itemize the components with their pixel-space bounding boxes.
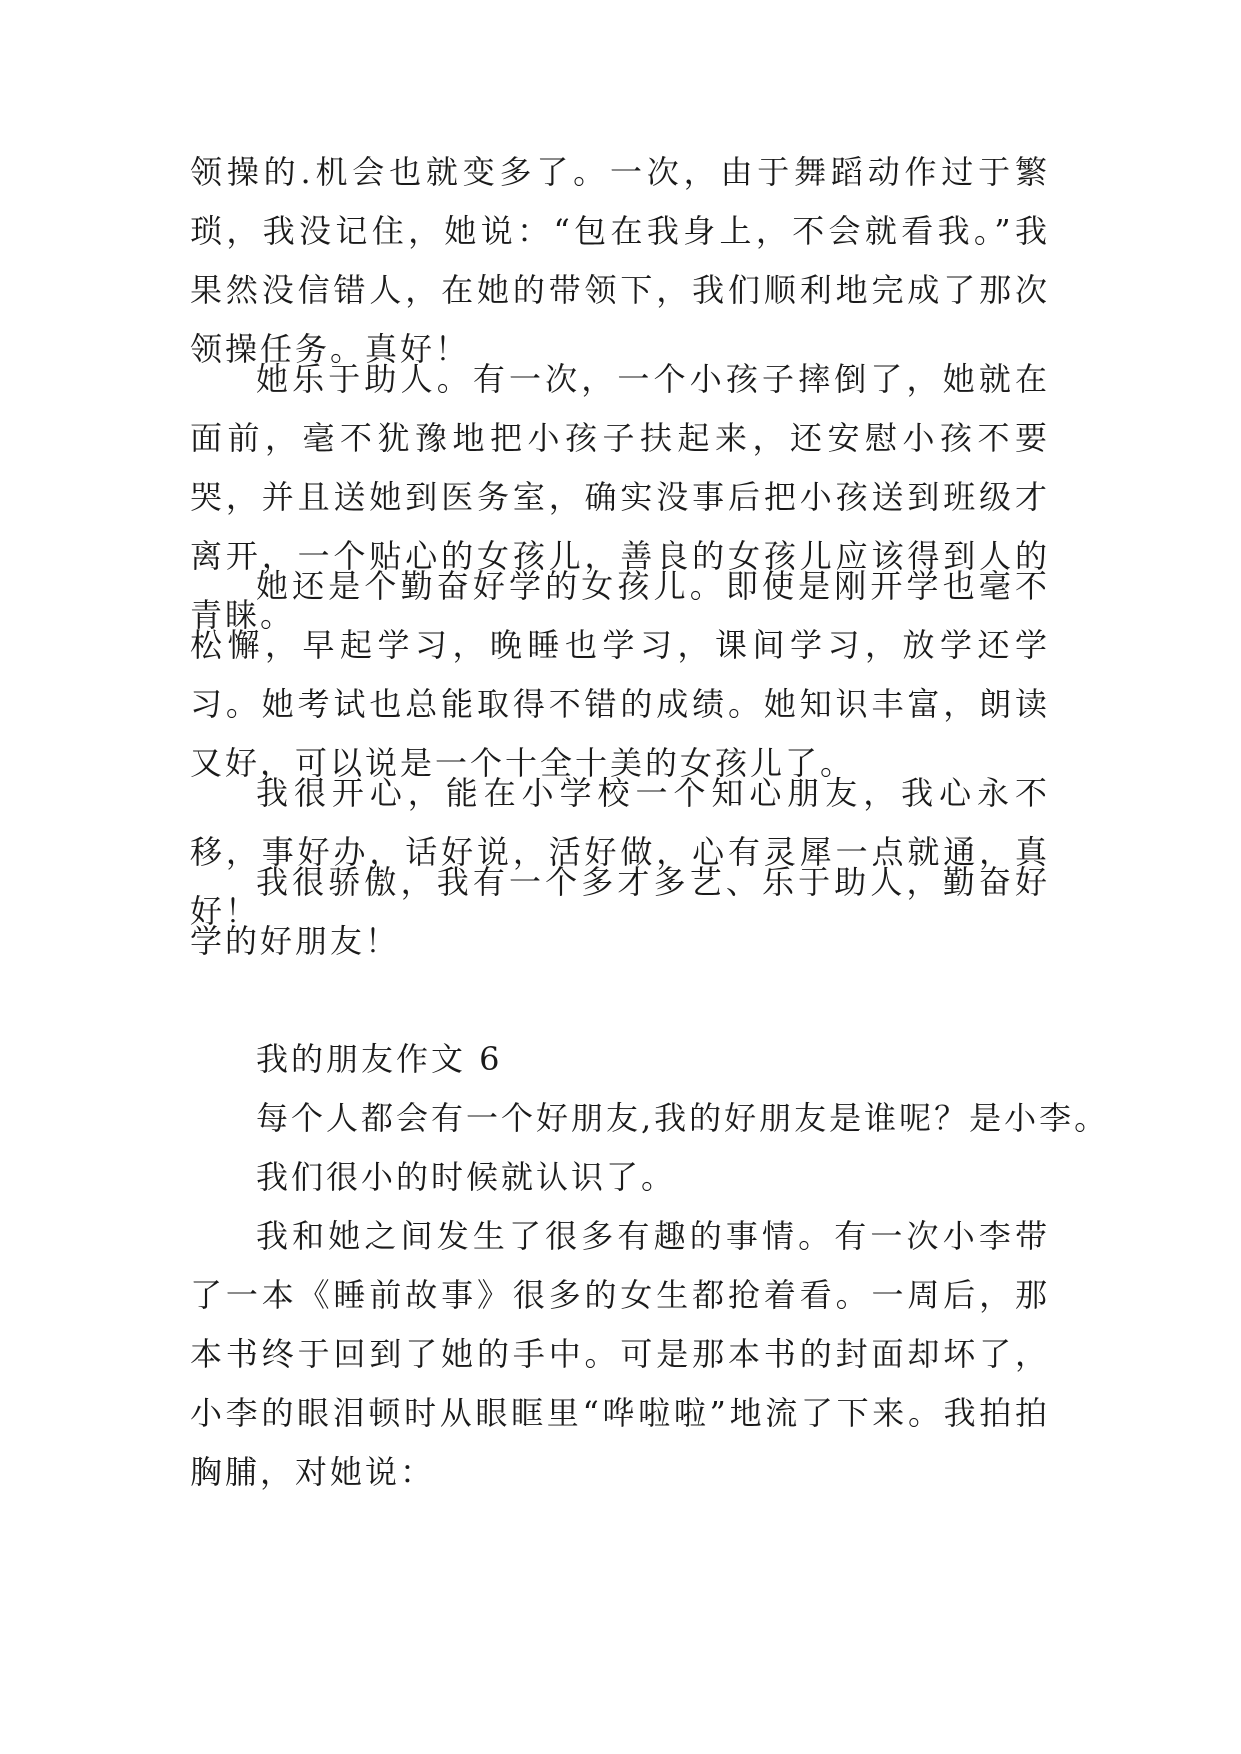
paragraph-helpful: 她乐于助人。有一次，一个小孩子摔倒了，她就在面前，毫不犹豫地把小孩子扶起来，还安慰小孩不要哭，并且送她到医务室，确实没事后把小孩送到班级才离开，一个贴心的女孩儿，善良的女孩儿应该得到人的青睐。 [190,360,1050,634]
section-title: 我的朋友作文 6 [256,1040,503,1078]
paragraph-studious: 她还是个勤奋好学的女孩儿。即使是刚开学也毫不松懈，早起学习，晚睡也学习，课间学习，放学还学习。她考试也总能取得不错的成绩。她知识丰富，朗读又好，可以说是一个十全十美的女孩儿了。 [190,567,1050,782]
paragraph-known: 我们很小的时候就认识了。 [256,1158,677,1196]
paragraph-intro: 每个人都会有一个好朋友,我的好朋友是谁呢？是小李。 [256,1099,1110,1137]
paragraph-continuation: 领操的.机会也就变多了。一次，由于舞蹈动作过于繁琐，我没记住，她说：“包在我身上，不会就看我。”我果然没信错人，在她的带领下，我们顺利地完成了那次领操任务。真好！ [190,153,1050,368]
paragraph-proud: 我很骄傲，我有一个多才多艺、乐于助人，勤奋好学的好朋友！ [190,863,1050,960]
paragraph-story: 我和她之间发生了很多有趣的事情。有一次小李带了一本《睡前故事》很多的女生都抢着看。一周后，那本书终于回到了她的手中。可是那本书的封面却坏了，小李的眼泪顿时从眼眶里“哗啦啦”地流了下来。我拍拍胸脯，对她说： [190,1217,1050,1491]
paragraph-happy: 我很开心，能在小学校一个知心朋友，我心永不移，事好办，话好说，活好做，心有灵犀一点就通，真好！ [190,774,1050,930]
